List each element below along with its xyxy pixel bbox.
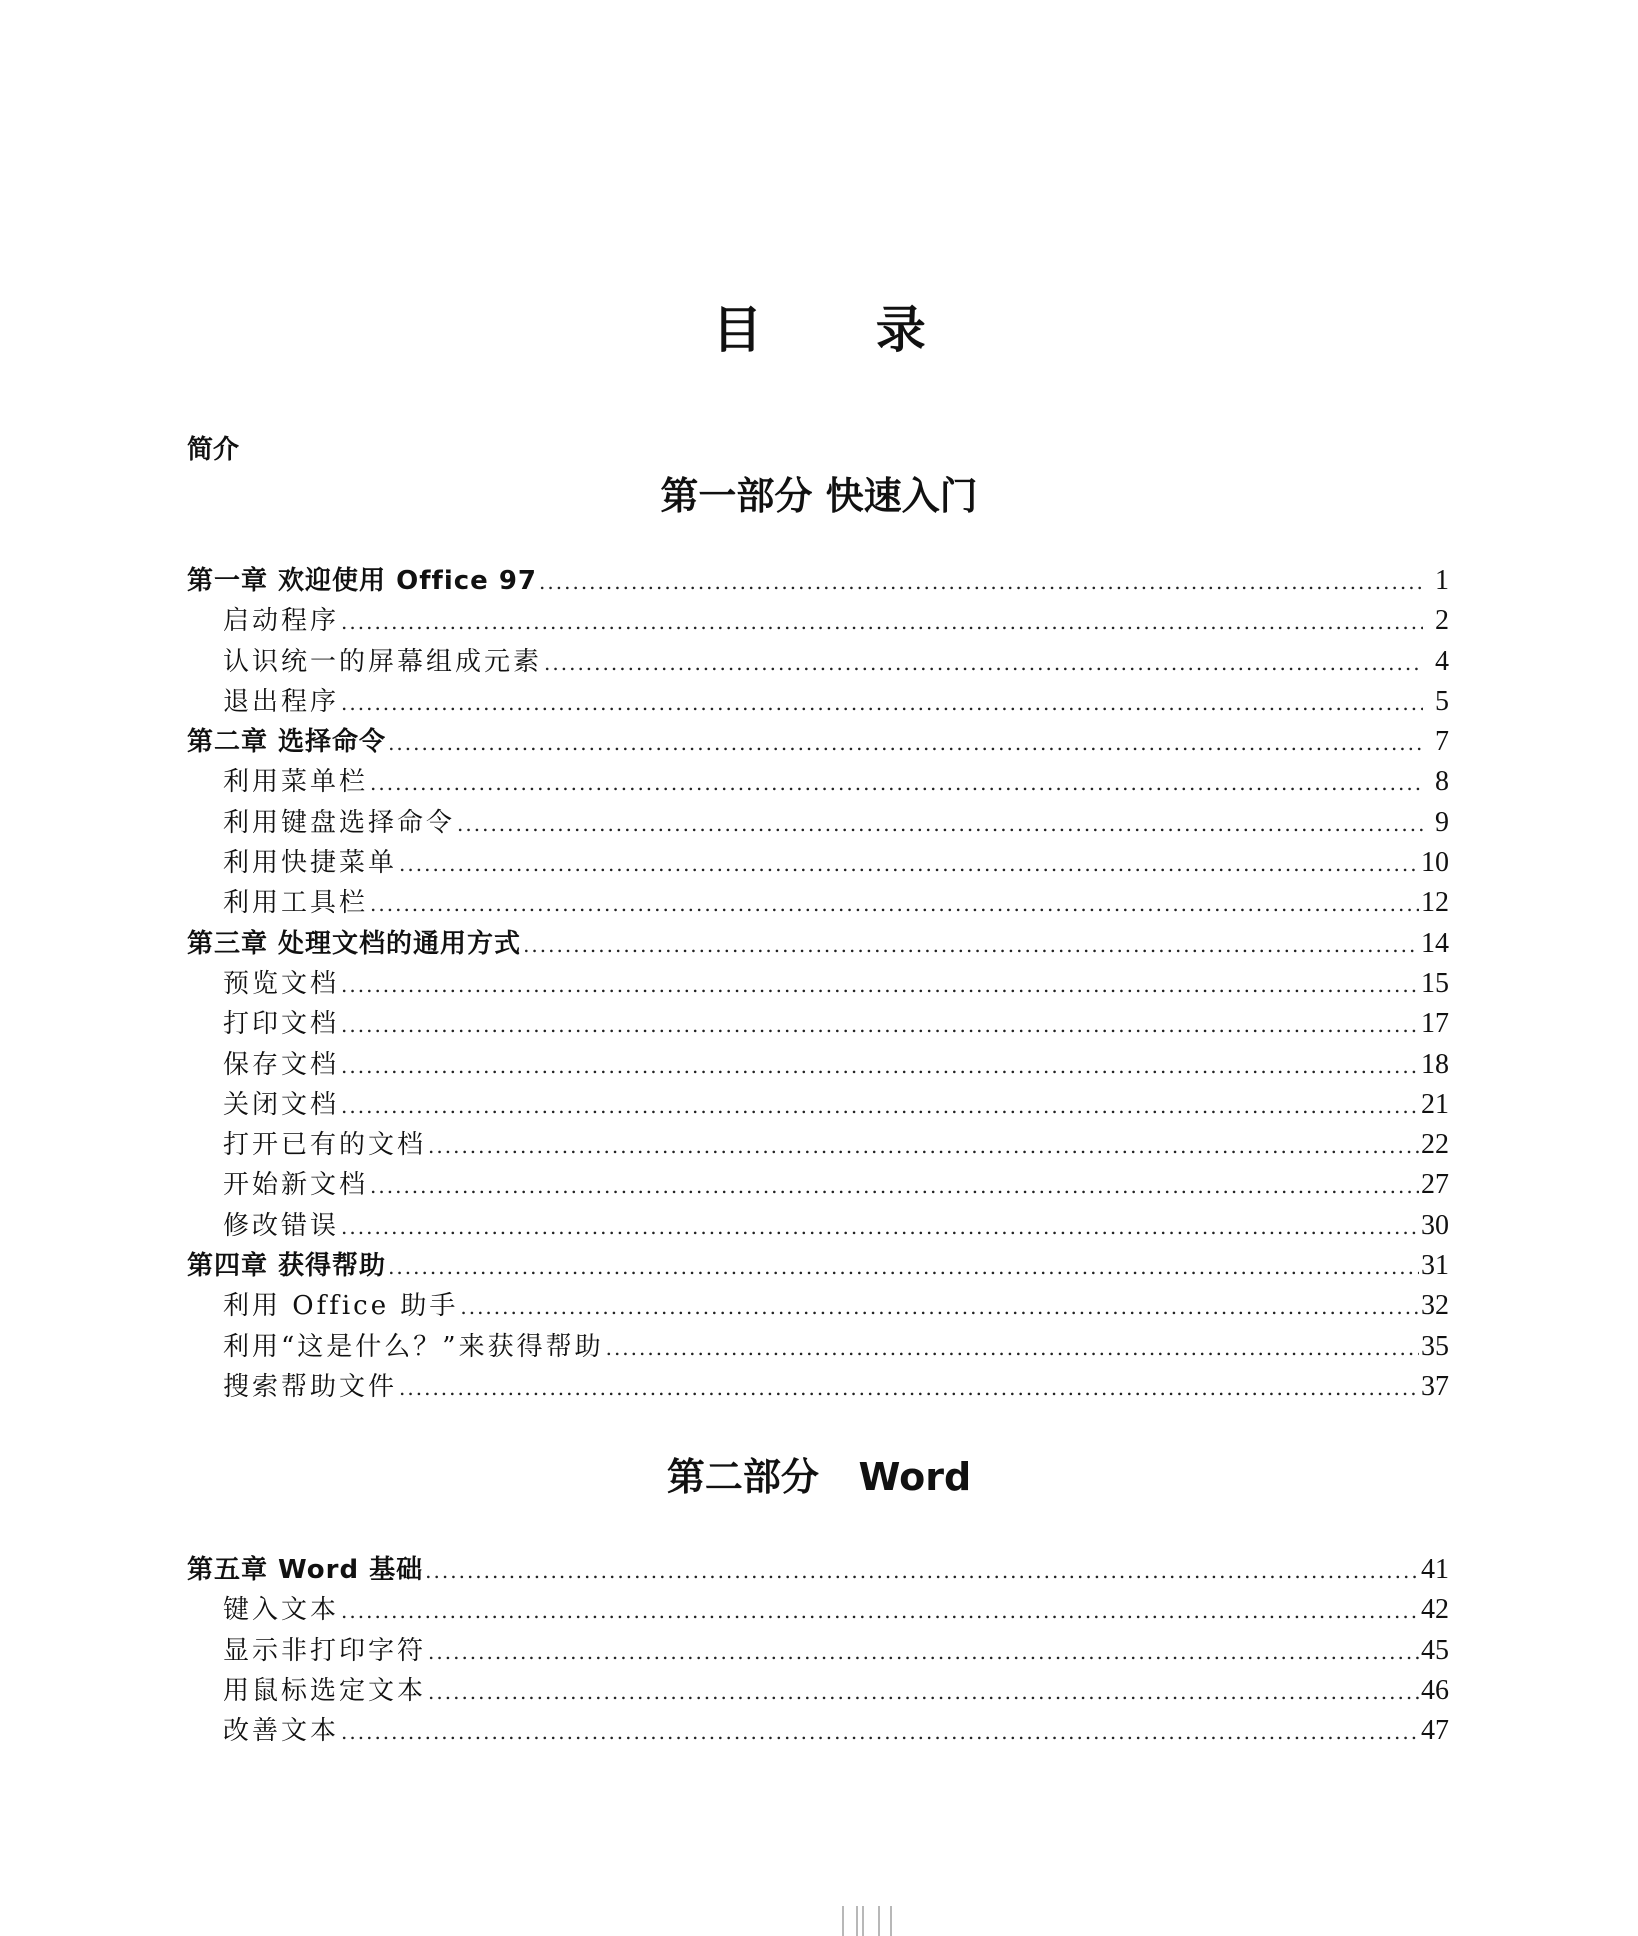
part-heading: 第一部分 快速入门 — [660, 474, 978, 518]
dot-leader — [341, 683, 1423, 723]
toc-page-number: 5 — [1435, 685, 1449, 717]
toc-page-number: 31 — [1421, 1250, 1449, 1282]
toc-page-number: 37 — [1421, 1370, 1449, 1402]
toc-entry-title: 打印文档 — [223, 1009, 340, 1040]
dot-leader — [341, 1591, 1419, 1631]
toc-entry-title: 利用 Office 助手 — [223, 1291, 459, 1322]
toc-page-number: 42 — [1421, 1594, 1449, 1626]
dot-leader — [370, 1166, 1419, 1206]
toc-entry-title: 启动程序 — [223, 606, 340, 637]
toc-page-number: 2 — [1435, 605, 1449, 637]
toc-chapter-entry[interactable] — [187, 924, 1449, 964]
toc-page-number: 21 — [1421, 1088, 1449, 1120]
dot-leader — [370, 884, 1419, 924]
toc-entry-title: 利用“这是什么？”来获得帮助 — [223, 1331, 604, 1362]
toc-page-number: 17 — [1421, 1008, 1449, 1040]
dot-leader — [428, 1672, 1419, 1712]
dot-leader — [341, 965, 1419, 1005]
toc-page-number: 14 — [1421, 927, 1449, 959]
toc-entry-title: 打开已有的文档 — [223, 1130, 427, 1161]
toc-section-entry[interactable] — [187, 843, 1449, 883]
dot-leader — [399, 844, 1419, 884]
toc-section-entry[interactable] — [187, 1367, 1449, 1407]
toc-section-entry[interactable] — [187, 762, 1449, 802]
toc-chapter-entry[interactable] — [187, 722, 1449, 762]
toc-section-entry[interactable] — [187, 1004, 1449, 1044]
toc-section-entry[interactable] — [187, 1711, 1449, 1751]
toc-entry-title: 第五章 Word 基础 — [187, 1555, 424, 1585]
toc-section-entry[interactable] — [187, 1327, 1449, 1367]
toc-section-entry[interactable] — [187, 1206, 1449, 1246]
dot-leader — [341, 602, 1423, 642]
toc-section-entry[interactable] — [187, 1045, 1449, 1085]
toc-page-number: 8 — [1435, 766, 1449, 798]
dot-leader — [457, 804, 1423, 844]
toc-section-entry[interactable] — [187, 601, 1449, 641]
toc-section-entry[interactable] — [187, 1125, 1449, 1165]
toc-entry-title: 显示非打印字符 — [223, 1635, 427, 1666]
toc-section-entry[interactable] — [187, 1286, 1449, 1326]
dot-leader — [539, 562, 1423, 602]
toc-section-entry[interactable] — [187, 1590, 1449, 1630]
intro-heading: 简介 — [187, 435, 240, 465]
toc-chapter-entry[interactable] — [187, 1246, 1449, 1286]
toc-page-number: 45 — [1421, 1634, 1449, 1666]
page-title: 目 录 — [712, 301, 974, 359]
part-heading: 第二部分 Word — [666, 1455, 972, 1499]
toc-entry-title: 预览文档 — [223, 968, 340, 999]
toc-section-entry[interactable] — [187, 642, 1449, 682]
dot-leader — [606, 1328, 1419, 1368]
dot-leader — [460, 1287, 1419, 1327]
toc-chapter-entry[interactable] — [187, 561, 1449, 601]
dot-leader — [341, 1046, 1419, 1086]
toc-list — [187, 1550, 1449, 1751]
toc-entry-title: 修改错误 — [223, 1210, 340, 1241]
toc-page-number: 32 — [1421, 1290, 1449, 1322]
toc-entry-title: 利用键盘选择命令 — [223, 807, 456, 838]
toc-page-number: 7 — [1435, 726, 1449, 758]
dot-leader — [425, 1551, 1419, 1591]
toc-page-number: 9 — [1435, 806, 1449, 838]
toc-section-entry[interactable] — [187, 803, 1449, 843]
toc-page-number: 46 — [1421, 1674, 1449, 1706]
dot-leader — [341, 1712, 1419, 1752]
toc-page-number: 18 — [1421, 1048, 1449, 1080]
toc-entry-title: 第一章 欢迎使用 Office 97 — [187, 566, 538, 596]
dot-leader — [341, 1005, 1419, 1045]
toc-page-number: 10 — [1421, 847, 1449, 879]
toc-entry-title: 开始新文档 — [223, 1170, 369, 1201]
toc-entry-title: 利用工具栏 — [223, 888, 369, 919]
toc-entry-title: 退出程序 — [223, 686, 340, 717]
toc-section-entry[interactable] — [187, 682, 1449, 722]
toc-entry-title: 搜索帮助文件 — [223, 1371, 398, 1402]
toc-page-number: 30 — [1421, 1209, 1449, 1241]
toc-entry-title: 利用快捷菜单 — [223, 848, 398, 879]
toc-page-number: 22 — [1421, 1129, 1449, 1161]
scan-artifact — [842, 1906, 912, 1936]
toc-section-entry[interactable] — [187, 1671, 1449, 1711]
toc-entry-title: 第三章 处理文档的通用方式 — [187, 928, 522, 959]
toc-section-entry[interactable] — [187, 964, 1449, 1004]
toc-page-number: 41 — [1421, 1554, 1449, 1585]
toc-entry-title: 关闭文档 — [223, 1089, 340, 1120]
toc-entry-title: 键入文本 — [223, 1595, 340, 1626]
toc-entry-title: 利用菜单栏 — [223, 767, 369, 798]
dot-leader — [341, 1207, 1419, 1247]
dot-leader — [370, 763, 1423, 803]
toc-entry-title: 改善文本 — [223, 1716, 340, 1747]
toc-entry-title: 第二章 选择命令 — [187, 727, 387, 758]
toc-entry-title: 认识统一的屏幕组成元素 — [223, 646, 543, 677]
dot-leader — [428, 1126, 1419, 1166]
toc-page-number: 47 — [1421, 1715, 1449, 1747]
toc-page-number: 27 — [1421, 1169, 1449, 1201]
toc-section-entry[interactable] — [187, 883, 1449, 923]
toc-page-number: 15 — [1421, 967, 1449, 999]
toc-chapter-entry[interactable] — [187, 1550, 1449, 1590]
toc-section-entry[interactable] — [187, 1085, 1449, 1125]
toc-page-number: 1 — [1435, 565, 1449, 596]
toc-section-entry[interactable] — [187, 1165, 1449, 1205]
dot-leader — [544, 643, 1423, 683]
dot-leader — [341, 1086, 1419, 1126]
dot-leader — [399, 1368, 1419, 1408]
dot-leader — [523, 925, 1419, 965]
toc-entry-title: 用鼠标选定文本 — [223, 1675, 427, 1706]
toc-page-number: 12 — [1421, 887, 1449, 919]
toc-section-entry[interactable] — [187, 1631, 1449, 1671]
dot-leader — [428, 1632, 1419, 1672]
dot-leader — [388, 1247, 1419, 1287]
toc-entry-title: 第四章 获得帮助 — [187, 1251, 387, 1282]
dot-leader — [388, 723, 1423, 763]
toc-list — [187, 561, 1449, 1407]
toc-page-number: 4 — [1435, 645, 1449, 677]
toc-page-number: 35 — [1421, 1330, 1449, 1362]
toc-entry-title: 保存文档 — [223, 1049, 340, 1080]
